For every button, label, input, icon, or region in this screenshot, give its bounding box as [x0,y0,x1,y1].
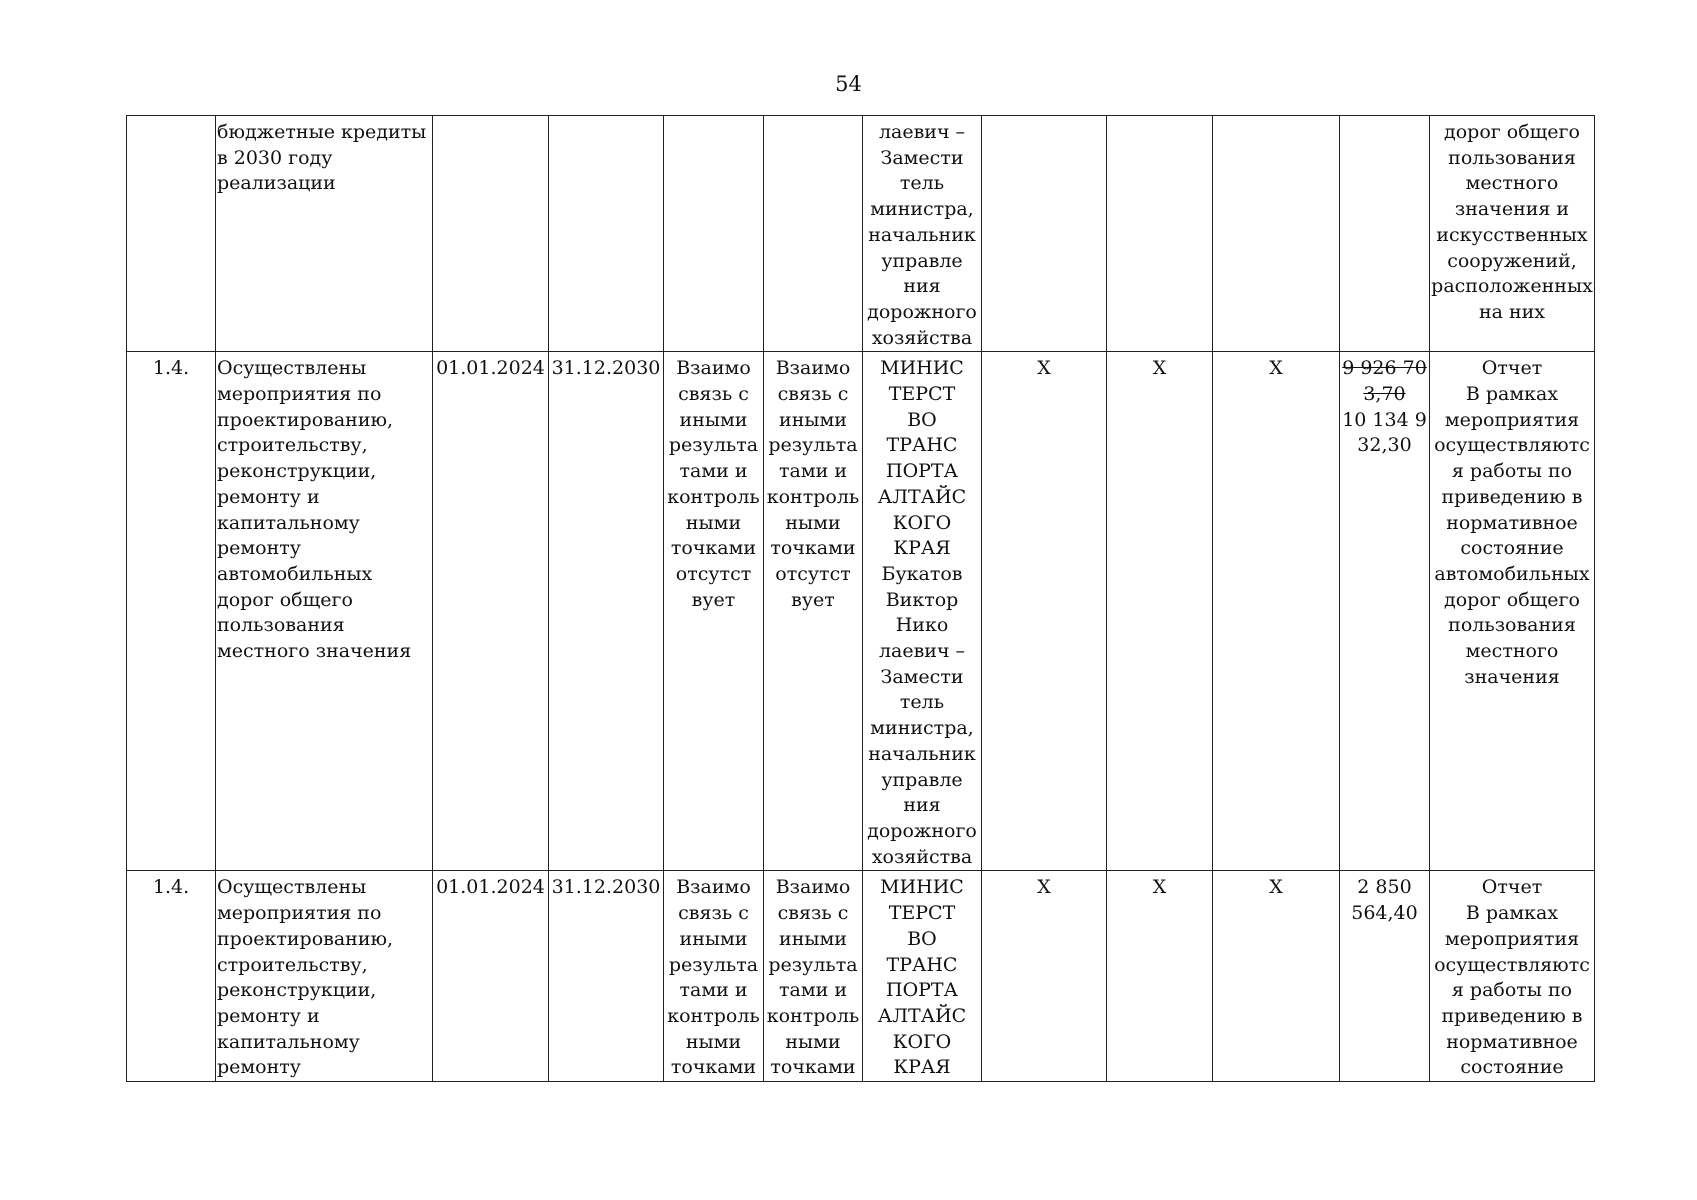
x-mark [1107,116,1213,352]
result-description-line: искусственных [1436,223,1588,246]
link-cell-line: результа [768,434,858,457]
result-description-line: расположенных [1431,275,1593,298]
link-cell-line: результа [668,434,759,457]
result-description-line: состояние [1460,537,1564,560]
result-title-line: капитальному [217,1030,360,1053]
link-cell-line: тами и [779,979,847,1002]
result-description-line: приведению в [1441,1004,1583,1027]
link-cell [764,116,863,352]
responsible-line: тель [899,172,945,195]
result-title [216,116,433,352]
result-title-line: Осуществлены [217,876,367,899]
amount-line: 10 134 9 [1342,408,1427,431]
table-row [127,352,1595,871]
plan-table [126,115,1595,1082]
link-cell-line: вует [691,588,736,611]
result-title [216,871,433,1082]
link-cell [764,871,863,1082]
row-number [127,116,216,352]
result-description-line: осуществляютс [1434,953,1590,976]
link-cell-line: иными [779,927,847,950]
responsible-line: ПОРТА [886,979,958,1002]
link-cell-line: связь с [777,383,849,406]
row-number: 1.4. [127,352,216,871]
link-cell [664,352,764,871]
result-description-line: значения [1464,665,1560,688]
result-title-line: реконструкции, [217,460,377,483]
result-description-line: я работы по [1451,460,1573,483]
responsible-line: МИНИС [880,357,964,380]
result-description-line: пользования [1448,146,1576,169]
responsible-line: МИНИС [880,876,964,899]
responsible-line: министра, [870,717,974,740]
result-description-line: В рамках [1465,383,1559,406]
result-title-line: в 2030 году [217,146,333,169]
responsible-line: ПОРТА [886,460,958,483]
result-description-line: пользования [1448,614,1576,637]
link-cell-line: Взаимо [676,357,751,380]
link-cell [664,871,764,1082]
amount-line: 564,40 [1351,902,1418,925]
link-cell-line: связь с [678,383,749,406]
link-cell-line: результа [768,953,858,976]
x-mark: Х [982,352,1107,871]
result-description-line: Отчет [1481,357,1543,380]
row-number: 1.4. [127,871,216,1082]
responsible [863,352,982,871]
responsible [863,871,982,1082]
result-title-line: местного значения [217,640,412,663]
result-description-line: значения и [1454,198,1570,221]
result-title-line: пользования [217,614,345,637]
link-cell-line: точками [770,1056,856,1079]
table-body [127,116,1595,1082]
responsible-line: дорожного [867,819,977,842]
responsible [863,116,982,352]
result-title-line: ремонту и [217,1004,320,1027]
end-date [549,116,664,352]
link-cell-line: ными [785,511,841,534]
responsible-line: ВО [907,408,937,431]
responsible-line: Букатов [881,562,963,585]
amount-struck-line: 9 926 70 [1342,357,1427,380]
result-description-line: осуществляютс [1434,434,1590,457]
result-description-line: состояние [1460,1056,1564,1079]
result-title-line: автомобильных [217,562,373,585]
responsible-line: ТРАНС [886,953,958,976]
result-description-line: автомобильных [1434,562,1590,585]
x-mark: Х [1213,871,1340,1082]
link-cell-line: Взаимо [676,876,751,899]
result-description-line: приведению в [1441,485,1583,508]
end-date: 31.12.2030 [549,871,664,1082]
amount-struck-line: 3,70 [1363,383,1406,406]
x-mark: Х [1213,352,1340,871]
link-cell-line: тами и [679,979,748,1002]
result-title-line: строительству, [217,953,368,976]
responsible-line: лаевич – [878,640,966,663]
link-cell-line: отсутст [775,562,851,585]
amount [1340,352,1430,871]
table-row [127,116,1595,352]
result-title-line: мероприятия по [217,383,382,406]
result-title-line: ремонту [217,1056,301,1079]
result-title-line: проектированию, [217,927,394,950]
responsible-line: КРАЯ [893,537,951,560]
amount [1340,116,1430,352]
link-cell-line: ными [685,1030,742,1053]
responsible-line: КОГО [892,1030,952,1053]
result-description-line: нормативное [1446,1030,1578,1053]
x-mark [982,116,1107,352]
result-title-line: капитальному [217,511,360,534]
link-cell-line: тами и [779,460,847,483]
responsible-line: хозяйства [871,326,973,349]
responsible-line: тель [899,691,945,714]
x-mark: Х [1107,871,1213,1082]
responsible-line: КОГО [892,511,952,534]
result-title-line: строительству, [217,434,368,457]
result-title-line: проектированию, [217,408,394,431]
result-title-line: реализации [217,172,336,195]
link-cell-line: точками [770,537,856,560]
link-cell-line: иными [679,927,748,950]
link-cell-line: контроль [766,485,860,508]
responsible-line: ния [903,275,941,298]
result-title-line: мероприятия по [217,902,382,925]
link-cell-line: ными [685,511,742,534]
responsible-line: Виктор [885,588,959,611]
link-cell-line: точками [670,1056,757,1079]
responsible-line: ния [903,794,941,817]
link-cell-line: тами и [679,460,748,483]
link-cell-line: иными [679,408,748,431]
responsible-line: ТЕРСТ [888,383,956,406]
responsible-line: хозяйства [871,845,973,868]
responsible-line: начальник [868,223,976,246]
result-title-line: реконструкции, [217,979,377,1002]
responsible-line: АЛТАЙС [877,485,967,508]
amount-line: 2 850 [1357,876,1412,899]
result-description-line: мероприятия [1444,927,1580,950]
amount [1340,871,1430,1082]
link-cell-line: контроль [667,1004,760,1027]
responsible-line: Нико [895,614,949,637]
responsible-line: начальник [868,742,976,765]
link-cell-line: результа [668,953,759,976]
x-mark: Х [1107,352,1213,871]
result-description-line: нормативное [1446,511,1578,534]
link-cell-line: отсутст [675,562,752,585]
responsible-line: лаевич – [878,121,966,143]
link-cell [664,116,764,352]
amount-line: 32,30 [1357,434,1412,457]
end-date: 31.12.2030 [549,352,664,871]
responsible-line: дорожного [867,300,977,323]
result-title-line: Осуществлены [217,357,367,380]
link-cell-line: Взаимо [775,876,851,899]
result-description-line: местного [1465,640,1559,663]
responsible-line: ТРАНС [886,434,958,457]
link-cell-line: Взаимо [775,357,851,380]
result-description-line: мероприятия [1444,408,1580,431]
result-description-line: дорог общего [1444,588,1580,611]
responsible-line: министра, [870,198,974,221]
result-description-line: В рамках [1465,902,1559,925]
result-description [1430,871,1595,1082]
link-cell-line: ными [785,1030,841,1053]
link-cell-line: точками [670,537,757,560]
responsible-line: АЛТАЙС [877,1004,967,1027]
responsible-line: Замести [880,146,964,169]
start-date: 01.01.2024 [433,871,549,1082]
x-mark: Х [982,871,1107,1082]
link-cell-line: связь с [678,902,749,925]
result-title [216,352,433,871]
result-description-line: сооружений, [1447,249,1577,272]
result-title-line: бюджетные кредиты [217,121,427,143]
start-date: 01.01.2024 [433,352,549,871]
link-cell-line: контроль [667,485,760,508]
link-cell-line: связь с [777,902,849,925]
responsible-line: управле [881,768,963,791]
result-description-line: я работы по [1451,979,1573,1002]
responsible-line: КРАЯ [893,1056,951,1079]
link-cell-line: вует [791,588,835,611]
result-description-line: Отчет [1481,876,1543,899]
link-cell [764,352,863,871]
start-date [433,116,549,352]
link-cell-line: иными [779,408,847,431]
link-cell-line: контроль [766,1004,860,1027]
responsible-line: управле [881,249,963,272]
responsible-line: ТЕРСТ [888,902,956,925]
result-description-line: на них [1478,300,1546,323]
result-title-line: дорог общего [217,588,353,611]
result-description-line: дорог общего [1444,121,1580,143]
responsible-line: ВО [907,927,937,950]
result-title-line: ремонту [217,537,301,560]
x-mark [1213,116,1340,352]
table-row [127,871,1595,1082]
responsible-line: Замести [880,665,964,688]
page-number: 54 [835,72,862,96]
result-title-line: ремонту и [217,485,320,508]
result-description [1430,352,1595,871]
result-description-line: местного [1465,172,1559,195]
result-description [1430,116,1595,352]
